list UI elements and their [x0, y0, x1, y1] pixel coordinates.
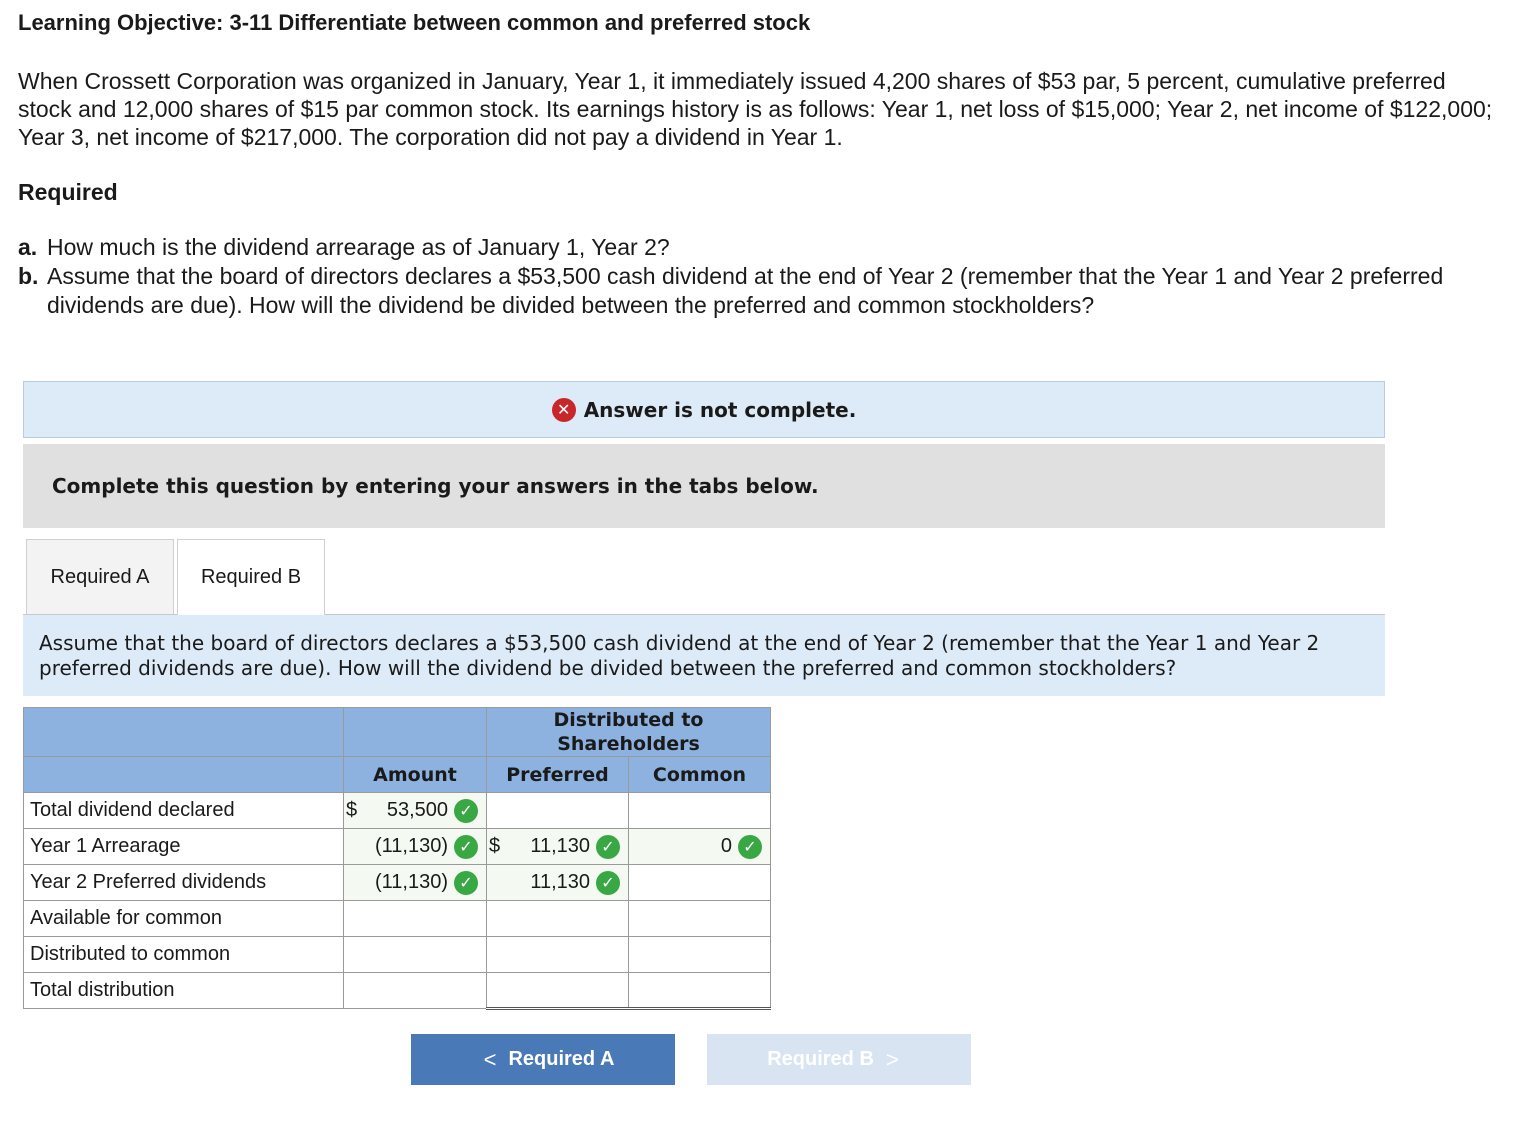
- required-heading: Required: [18, 179, 118, 205]
- preferred-value[interactable]: 11,130: [530, 835, 590, 857]
- amount-input-cell[interactable]: [344, 829, 487, 865]
- common-input-cell[interactable]: [629, 829, 771, 865]
- header-distributed-to-shareholders: Distributed to Shareholders: [487, 708, 771, 757]
- amount-input-cell[interactable]: [344, 793, 487, 829]
- question-list: [18, 233, 1498, 320]
- preferred-total-cell[interactable]: [487, 973, 629, 1009]
- chevron-right-icon: >: [885, 1046, 899, 1072]
- table-header-row-1: [24, 708, 771, 757]
- common-cell: [629, 793, 771, 829]
- question-a-label: a.: [18, 234, 38, 260]
- table-row: [24, 865, 771, 901]
- question-b-text: Assume that the board of directors declares a $53,500 cash dividend at the end of Year 2 (remember that the Year 1 and Year 2 preferred dividends are due). How will the dividend be divided between the preferred and common stockholders?: [47, 263, 1444, 318]
- currency-symbol: $: [489, 835, 501, 857]
- tab-prompt: Assume that the board of directors declares a $53,500 cash dividend at the end of Year 2 (remember that the Year 1 and Year 2 preferred dividends are due). How will the dividend be divided between the preferred and common stockholders?: [23, 615, 1385, 696]
- learning-objective: Learning Objective: 3-11 Differentiate between common and preferred stock: [18, 10, 811, 35]
- preferred-input-cell[interactable]: [487, 865, 629, 901]
- header-amount: Amount: [344, 757, 487, 793]
- question-a: [18, 233, 1498, 262]
- preferred-cell: [487, 937, 629, 973]
- amount-value[interactable]: 53,500: [386, 799, 448, 821]
- preferred-cell: [487, 901, 629, 937]
- row-label: Total distribution: [24, 973, 344, 1009]
- next-required-b-button[interactable]: [707, 1034, 971, 1085]
- header-blank-cell: [344, 708, 487, 757]
- table-row: [24, 901, 771, 937]
- table-row: [24, 829, 771, 865]
- table-row: [24, 937, 771, 973]
- check-icon: ✓: [596, 835, 620, 859]
- common-total-cell[interactable]: [629, 973, 771, 1009]
- amount-value[interactable]: (11,130): [374, 871, 448, 893]
- table-row: [24, 973, 771, 1009]
- x-circle-icon: ✕: [552, 398, 576, 422]
- row-label: Year 1 Arrearage: [24, 829, 344, 865]
- question-b-label: b.: [18, 263, 39, 289]
- tab-required-a[interactable]: Required A: [26, 539, 174, 614]
- amount-value[interactable]: (11,130): [374, 835, 448, 857]
- header-preferred: Preferred: [487, 757, 629, 793]
- prev-required-a-button[interactable]: [411, 1034, 675, 1085]
- next-button-label: Required B: [767, 1048, 874, 1070]
- question-b: [18, 262, 1498, 320]
- common-value[interactable]: 0: [720, 835, 732, 857]
- header-blank-cell: [24, 757, 344, 793]
- table-row: [24, 793, 771, 829]
- amount-input-cell[interactable]: [344, 973, 487, 1009]
- tab-required-b[interactable]: Required B: [177, 539, 325, 615]
- row-label: Total dividend declared: [24, 793, 344, 829]
- check-icon: ✓: [596, 871, 620, 895]
- row-label: Distributed to common: [24, 937, 344, 973]
- instruction-text: Complete this question by entering your answers in the tabs below.: [52, 474, 819, 498]
- amount-input-cell[interactable]: [344, 901, 487, 937]
- instruction-bar: [23, 444, 1385, 528]
- dividend-table: [23, 707, 771, 1010]
- question-a-text: How much is the dividend arrearage as of January 1, Year 2?: [47, 234, 670, 260]
- preferred-input-cell[interactable]: [487, 829, 629, 865]
- currency-symbol: $: [346, 799, 358, 821]
- answer-status-bar: [23, 381, 1385, 438]
- check-icon: ✓: [454, 835, 478, 859]
- header-blank-cell: [24, 708, 344, 757]
- check-icon: ✓: [454, 799, 478, 823]
- table-header-row-2: [24, 757, 771, 793]
- preferred-value[interactable]: 11,130: [530, 871, 590, 893]
- common-cell: [629, 865, 771, 901]
- check-icon: ✓: [454, 871, 478, 895]
- problem-statement: When Crossett Corporation was organized in January, Year 1, it immediately issued 4,200 shares of $53 par, 5 percent, cumulative preferred stock and 12,000 shares of $15 par common stock. Its earnings history is as follows: Year 1, net loss of $15,000; Year 2, net income of $122,000; Year 3, net income of $217,000. The corporation did not pay a dividend in Year 1.: [18, 68, 1493, 150]
- preferred-cell: [487, 793, 629, 829]
- chevron-left-icon: <: [483, 1046, 497, 1072]
- row-label: Available for common: [24, 901, 344, 937]
- amount-input-cell[interactable]: [344, 937, 487, 973]
- row-label: Year 2 Preferred dividends: [24, 865, 344, 901]
- common-input-cell[interactable]: [629, 937, 771, 973]
- amount-input-cell[interactable]: [344, 865, 487, 901]
- header-common: Common: [629, 757, 771, 793]
- answer-status-text: Answer is not complete.: [583, 397, 857, 422]
- prev-button-label: Required A: [508, 1048, 615, 1070]
- common-cell: [629, 901, 771, 937]
- check-icon: ✓: [738, 835, 762, 859]
